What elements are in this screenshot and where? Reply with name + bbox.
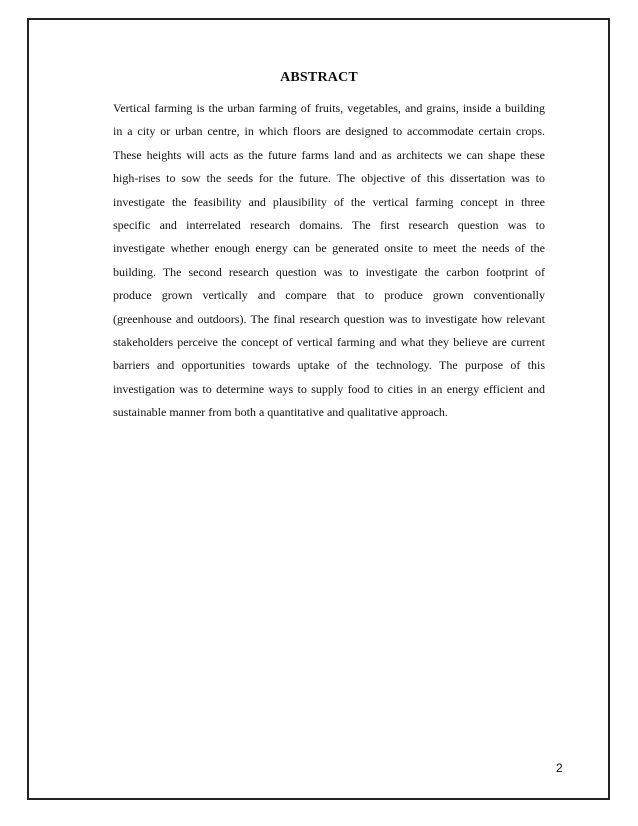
- abstract-line: investigation was to determine ways to supply food to cities in an energy efficient and: [113, 381, 545, 396]
- abstract-line: stakeholders perceive the concept of vertical farming and what they believe are current: [113, 334, 545, 349]
- abstract-line: investigate the feasibility and plausibility of the vertical farming concept in three: [113, 194, 545, 209]
- abstract-body: [113, 97, 545, 424]
- abstract-line: These heights will acts as the future farms land and as architects we can shape these: [113, 147, 545, 162]
- abstract-line: investigate whether enough energy can be generated onsite to meet the needs of the: [113, 241, 545, 256]
- abstract-heading: ABSTRACT: [280, 70, 358, 85]
- abstract-line: high-rises to sow the seeds for the future. The objective of this dissertation was to: [113, 171, 545, 186]
- abstract-line: produce grown vertically and compare that to produce grown conventionally: [113, 288, 545, 303]
- abstract-line: building. The second research question was to investigate the carbon footprint of: [113, 264, 545, 279]
- abstract-line: (greenhouse and outdoors). The final research question was to investigate how relevant: [113, 311, 545, 326]
- page-number: 2: [556, 761, 563, 775]
- abstract-line: specific and interrelated research domains. The first research question was to: [113, 217, 545, 232]
- abstract-line: Vertical farming is the urban farming of fruits, vegetables, and grains, inside a building: [113, 101, 545, 115]
- abstract-line: barriers and opportunities towards uptake of the technology. The purpose of this: [113, 358, 545, 373]
- abstract-line: sustainable manner from both a quantitative and qualitative approach.: [113, 405, 448, 420]
- abstract-line: in a city or urban centre, in which floors are designed to accommodate certain crops.: [113, 124, 545, 139]
